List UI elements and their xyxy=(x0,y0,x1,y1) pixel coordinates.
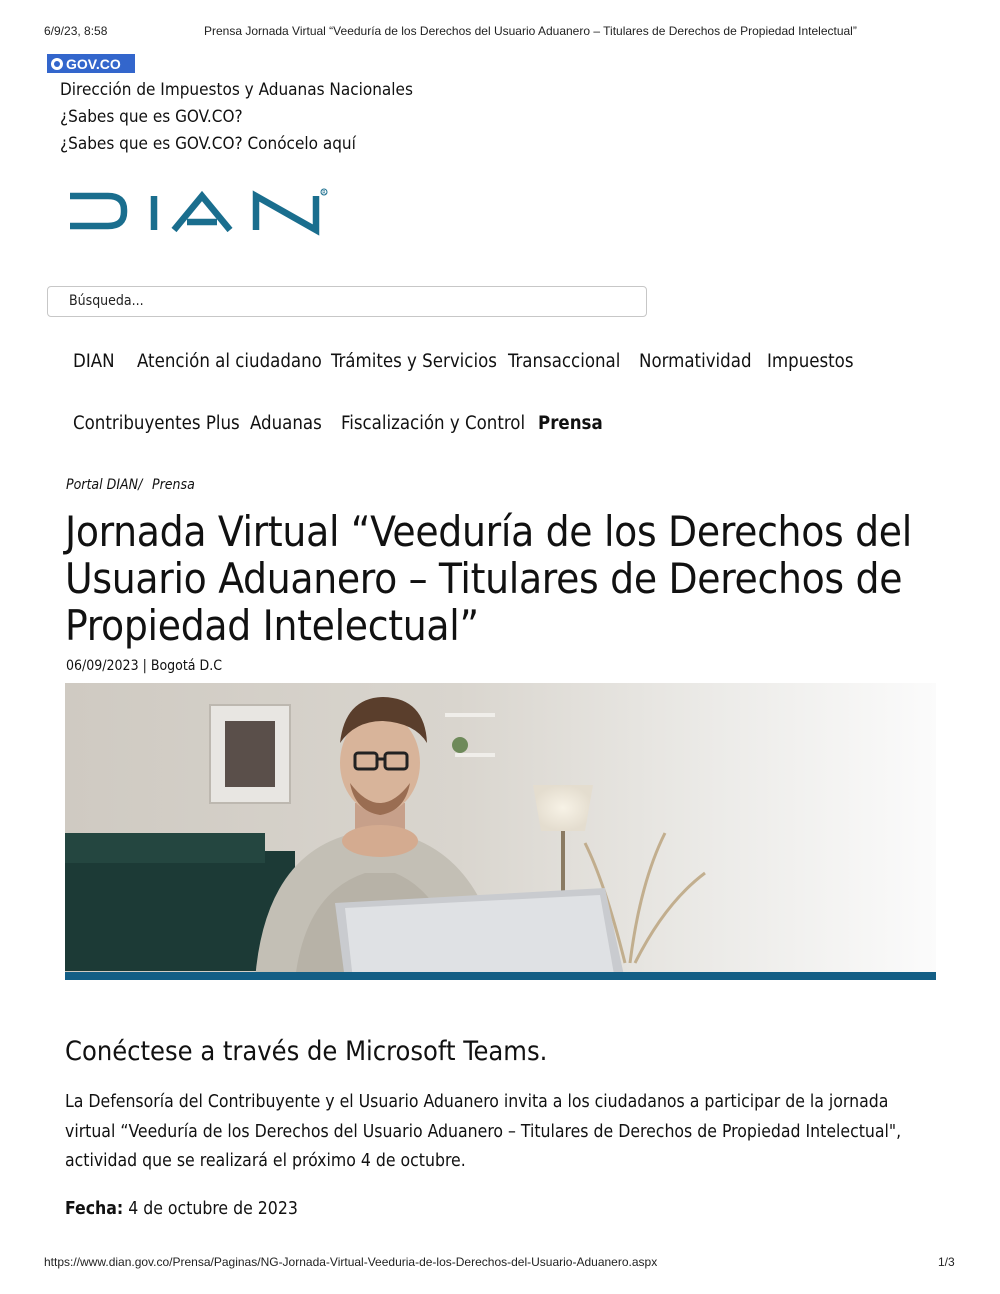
event-date xyxy=(65,1199,298,1219)
article-subheading: Conéctese a través de Microsoft Teams. xyxy=(65,1036,548,1067)
entity-name-link[interactable]: Dirección de Impuestos y Aduanas Nacionales xyxy=(60,80,413,100)
svg-text:R: R xyxy=(322,190,326,196)
nav-item-transaccional[interactable]: Transaccional xyxy=(508,351,621,372)
hero-image xyxy=(65,683,936,980)
govco-label: GOV.CO xyxy=(66,55,121,72)
nav-item-fiscalizacion[interactable]: Fiscalización y Control xyxy=(341,413,526,434)
govco-question-link[interactable]: ¿Sabes que es GOV.CO? xyxy=(60,107,243,127)
nav-item-normatividad[interactable]: Normatividad xyxy=(639,351,752,372)
hero-accent-bar xyxy=(65,972,936,980)
nav-item-tramites[interactable]: Trámites y Servicios xyxy=(331,351,497,372)
govco-know-link[interactable]: ¿Sabes que es GOV.CO? Conócelo aquí xyxy=(60,134,356,154)
print-page-number: 1/3 xyxy=(938,1255,955,1269)
nav-item-contribuyentes-plus[interactable]: Contribuyentes Plus xyxy=(73,413,240,434)
breadcrumb-home[interactable]: Portal DIAN/ xyxy=(66,477,143,493)
nav-item-impuestos[interactable]: Impuestos xyxy=(767,351,854,372)
dian-logo[interactable] xyxy=(68,186,338,240)
nav-item-atencion[interactable]: Atención al ciudadano xyxy=(137,351,322,372)
nav-item-dian[interactable]: DIAN xyxy=(73,351,115,372)
breadcrumb-current[interactable]: Prensa xyxy=(152,477,195,493)
search-input[interactable]: Búsqueda... xyxy=(47,286,647,317)
article-body: La Defensoría del Contribuyente y el Usuario Aduanero invita a los ciudadanos a participar de la jornada virtual “Veeduría de los Derechos del Usuario Aduanero – Titulares de Derechos de Propiedad Intelectual", actividad que se realizará el próximo 4 de octubre. xyxy=(65,1092,902,1171)
event-date-label: Fecha: xyxy=(65,1199,124,1219)
seal-icon xyxy=(51,58,63,70)
page-title: Jornada Virtual “Veeduría de los Derechos del Usuario Aduanero – Titulares de Derechos de Propiedad Intelectual” xyxy=(65,507,912,650)
event-date-value: 4 de octubre de 2023 xyxy=(128,1199,298,1219)
print-url: https://www.dian.gov.co/Prensa/Paginas/NG-Jornada-Virtual-Veeduria-de-los-Derechos-del-Usuario-Aduanero.aspx xyxy=(44,1255,658,1269)
nav-item-aduanas[interactable]: Aduanas xyxy=(250,413,322,434)
print-title: Prensa Jornada Virtual “Veeduría de los Derechos del Usuario Aduanero – Titulares de Derechos de Propiedad Intelectual” xyxy=(204,24,857,38)
nav-item-prensa[interactable]: Prensa xyxy=(538,413,603,434)
article-dateline: 06/09/2023 | Bogotá D.C xyxy=(66,658,223,674)
print-date: 6/9/23, 8:58 xyxy=(44,24,108,38)
govco-badge[interactable] xyxy=(47,54,135,73)
